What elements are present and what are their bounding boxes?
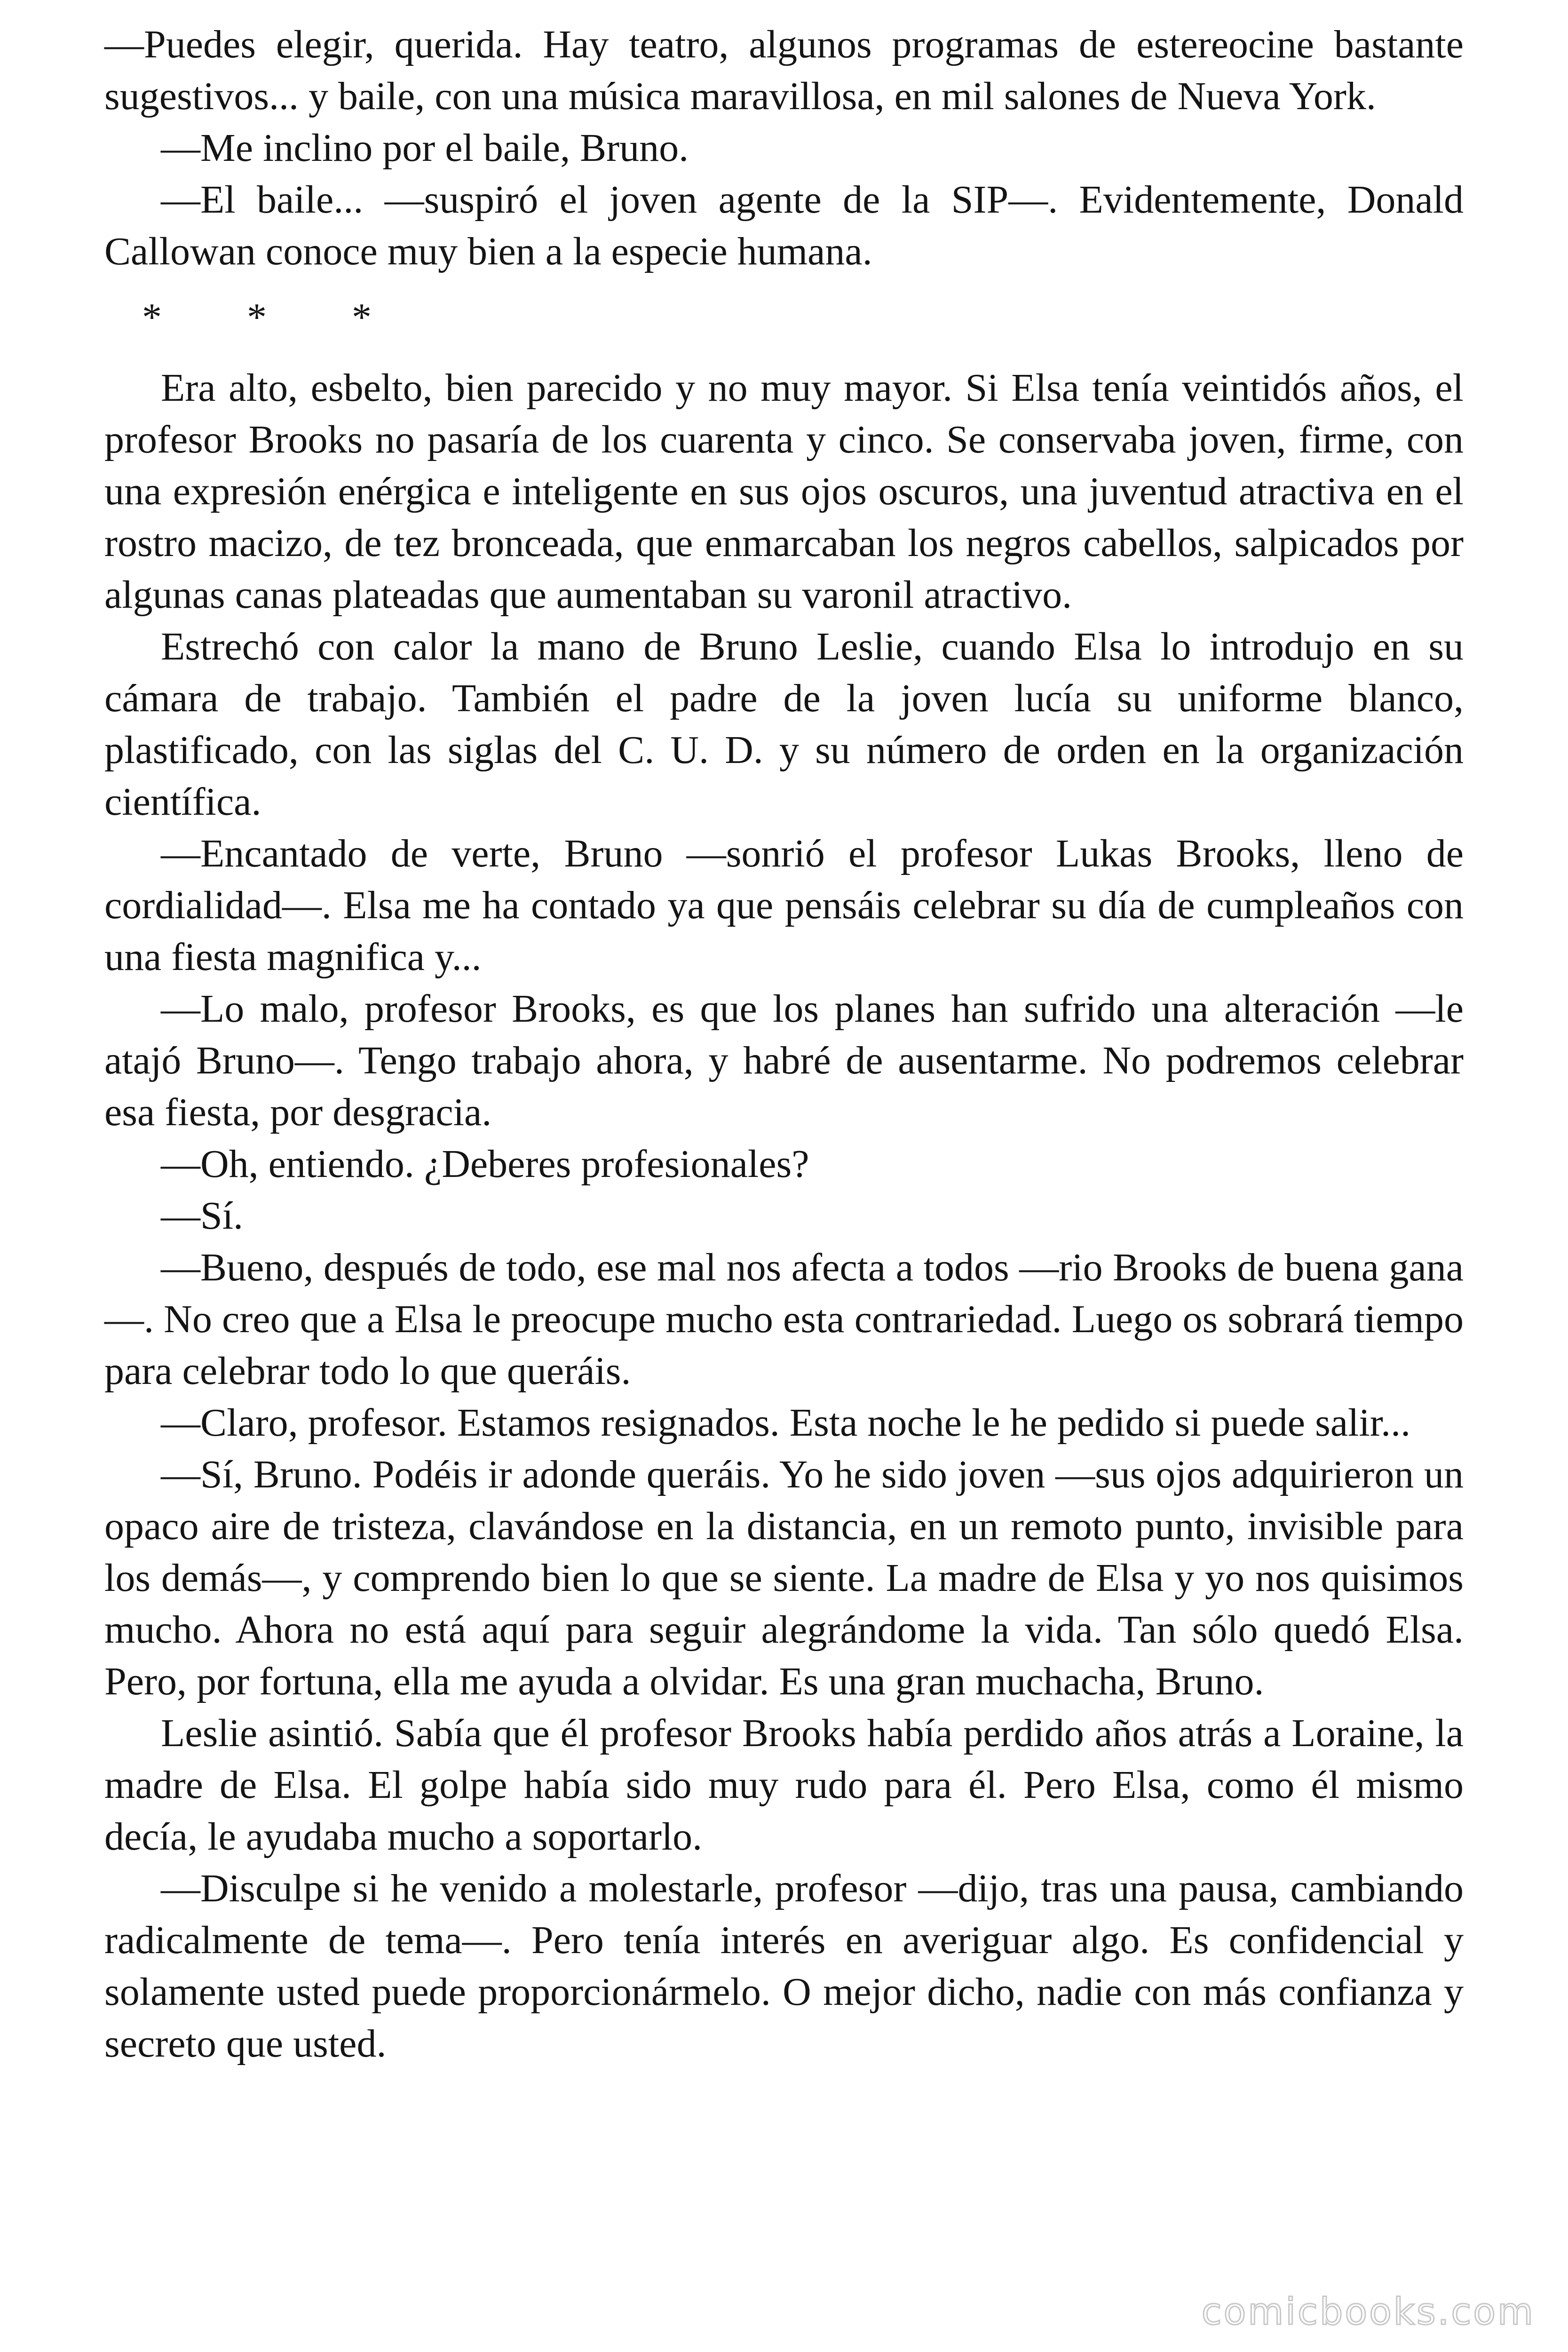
section-separator: * * * bbox=[142, 295, 409, 339]
paragraph: —Oh, entiendo. ¿Deberes profesionales? bbox=[161, 1142, 809, 1186]
paragraph: —Puedes elegir, querida. Hay teatro, algunos programas de estereocine bastante sugestivos... y baile, con una música maravillosa, en mil salones de Nueva York. bbox=[104, 23, 1464, 118]
paragraph: —El baile... —suspiró el joven agente de la SIP—. Evidentemente, Donald Callowan conoce muy bien a la especie humana. bbox=[104, 178, 1464, 273]
paragraph: —Encantado de verte, Bruno —sonrió el profesor Lukas Brooks, lleno de cordialidad—. Elsa me ha contado ya que pensáis celebrar su día de cumpleaños con una fiesta magnifica y... bbox=[104, 832, 1464, 979]
watermark: comicbooks.com bbox=[1201, 2291, 1535, 2333]
paragraph: —Bueno, después de todo, ese mal nos afecta a todos —rio Brooks de buena gana—. No creo que a Elsa le preocupe mucho esta contrariedad. Luego os sobrará tiempo para celebrar todo lo que queráis. bbox=[104, 1246, 1464, 1393]
paragraph: —Sí, Bruno. Podéis ir adonde queráis. Yo he sido joven —sus ojos adquirieron un opaco aire de tristeza, clavándose en la distancia, en un remoto punto, invisible para los demás—, y comprendo bien lo que se siente. La madre de Elsa y yo nos quisimos mucho. Ahora no está aquí para seguir alegrándome la vida. Tan sólo quedó Elsa. Pero, por fortuna, ella me ayuda a olvidar. Es una gran muchacha, Bruno. bbox=[104, 1453, 1464, 1703]
paragraph: —Disculpe si he venido a molestarle, profesor —dijo, tras una pausa, cambiando radicalmente de tema—. Pero tenía interés en averiguar algo. Es confidencial y solamente usted puede proporcionármelo. O mejor dicho, nadie con más confianza y secreto que usted. bbox=[104, 1867, 1464, 2066]
paragraph: Leslie asintió. Sabía que él profesor Brooks había perdido años atrás a Loraine, la madre de Elsa. El golpe había sido muy rudo para él. Pero Elsa, como él mismo decía, le ayudaba mucho a soportarlo. bbox=[104, 1711, 1464, 1859]
paragraph: —Me inclino por el baile, Bruno. bbox=[161, 126, 689, 170]
paragraph: —Sí. bbox=[161, 1194, 244, 1238]
paragraph: —Claro, profesor. Estamos resignados. Esta noche le he pedido si puede salir... bbox=[161, 1401, 1411, 1445]
paragraph: Era alto, esbelto, bien parecido y no muy mayor. Si Elsa tenía veintidós años, el profesor Brooks no pasaría de los cuarenta y cinco. Se conservaba joven, firme, con una expresión enérgica e inteligente en sus ojos oscuros, una juventud atractiva en el rostro macizo, de tez bronceada, que enmarcaban los negros cabellos, salpicados por algunas canas plateadas que aumentaban su varonil atractivo. bbox=[104, 366, 1464, 617]
paragraph: Estrechó con calor la mano de Bruno Leslie, cuando Elsa lo introdujo en su cámara de trabajo. También el padre de la joven lucía su uniforme blanco, plastificado, con las siglas del C. U. D. y su número de orden en la organización científica. bbox=[104, 625, 1464, 824]
page-body bbox=[104, 19, 1464, 2070]
paragraph: —Lo malo, profesor Brooks, es que los planes han sufrido una alteración —le atajó Bruno—. Tengo trabajo ahora, y habré de ausentarme. No podremos celebrar esa fiesta, por desgracia. bbox=[104, 987, 1464, 1134]
